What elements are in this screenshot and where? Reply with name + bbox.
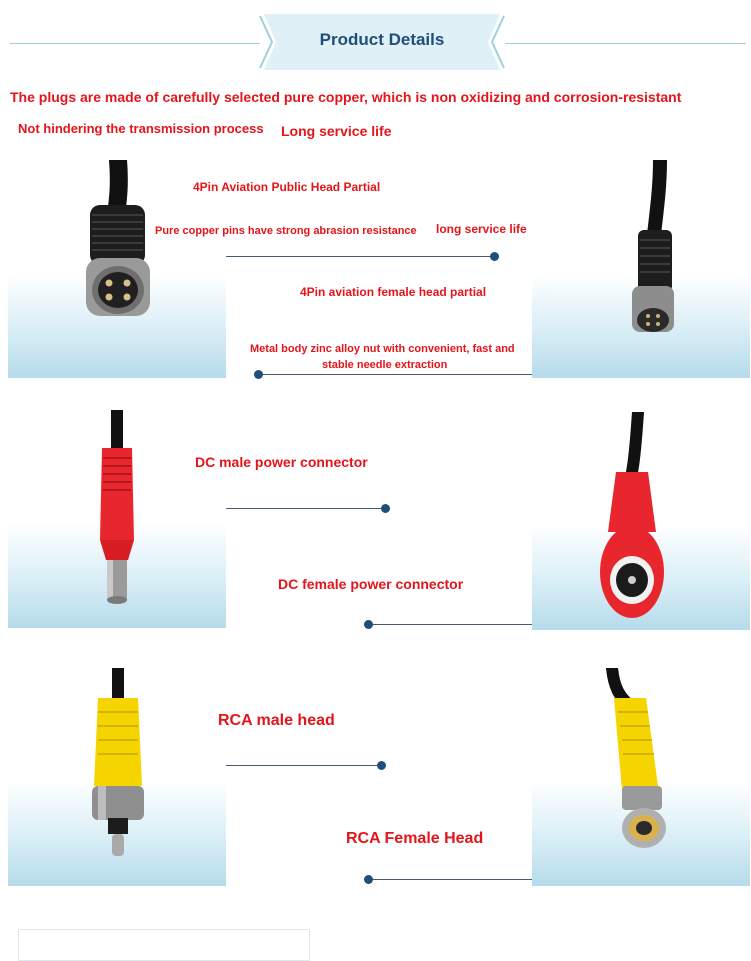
dc-female-pointer-dot	[364, 620, 373, 629]
aviation-feature-abrasion: Pure copper pins have strong abrasion resistance	[155, 225, 417, 237]
aviation-male-title: 4Pin Aviation Public Head Partial	[193, 180, 381, 194]
rca-male-pointer-line	[226, 765, 380, 766]
aviation-male-pointer-line	[226, 256, 494, 257]
aviation-female-title: 4Pin aviation female head partial	[300, 285, 487, 299]
rca-female-label: RCA Female Head	[346, 830, 484, 847]
aviation-feature-long-life: long service life	[436, 222, 527, 236]
rca-female-pointer-line	[368, 879, 532, 880]
aviation-female-desc-line2: stable needle extraction	[322, 359, 448, 371]
dc-female-photo	[532, 412, 750, 630]
aviation-female-desc-line1: Metal body zinc alloy nut with convenient, fast and	[250, 343, 515, 355]
rca-male-pointer-dot	[377, 761, 386, 770]
aviation-female-pointer-line	[258, 374, 532, 375]
rca-female-photo	[532, 668, 750, 886]
header-line-left	[10, 43, 260, 44]
dc-male-pointer-line	[226, 508, 384, 509]
rca-female-pointer-dot	[364, 875, 373, 884]
dc-male-label: DC male power connector	[195, 454, 368, 470]
page-title: Product Details	[319, 30, 445, 49]
dc-female-pointer-line	[368, 624, 532, 625]
rca-male-label: RCA male head	[218, 712, 335, 729]
dc-female-label: DC female power connector	[278, 576, 464, 592]
aviation-female-photo	[532, 160, 750, 378]
dc-male-pointer-dot	[381, 504, 390, 513]
intro-text-line1: The plugs are made of carefully selected pure copper, which is non oxidizing and corrosion-resistant	[10, 89, 682, 105]
intro-text-long-life: Long service life	[281, 123, 392, 139]
aviation-male-pointer-dot	[490, 252, 499, 261]
dc-male-photo	[8, 410, 226, 628]
bottom-frame	[18, 929, 310, 961]
aviation-female-pointer-dot	[254, 370, 263, 379]
intro-text-line2: Not hindering the transmission process	[18, 121, 264, 136]
header-line-right	[505, 43, 746, 44]
rca-male-photo	[8, 668, 226, 886]
